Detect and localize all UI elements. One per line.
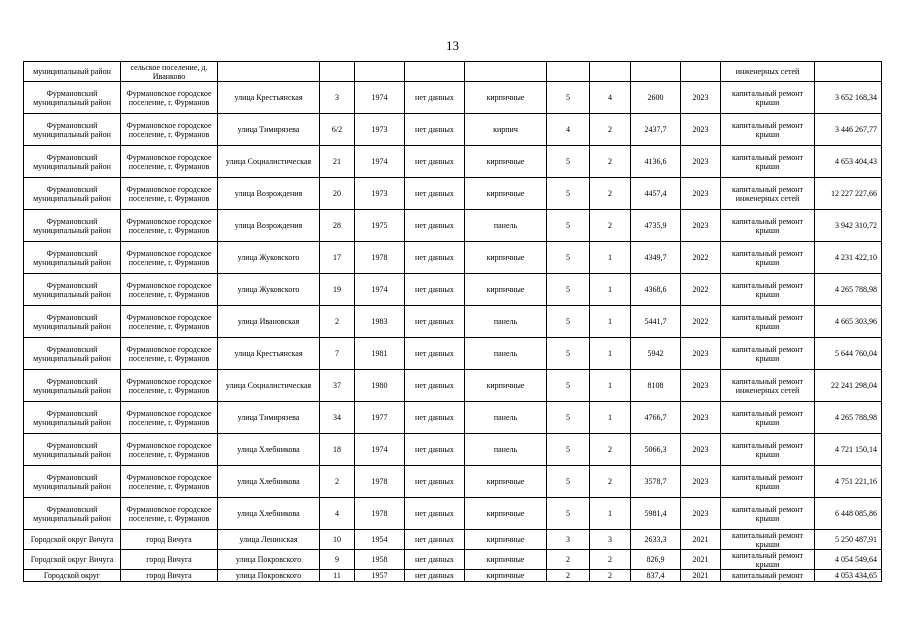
cell-plan-year: 2023 [681,178,721,210]
cell-house: 20 [320,178,355,210]
table-row [24,178,882,210]
cell-street: улица Крестьянская [218,82,320,114]
cell-plan-year: 2023 [681,210,721,242]
table-row [24,82,882,114]
cell-house: 11 [320,570,355,582]
cell-cost: 5 644 760,04 [815,338,882,370]
cell-street: улица Ивановская [218,306,320,338]
cell-work: капитальный ремонт крыши [721,242,815,274]
cell-district: Фурмановский муниципальный район [24,146,121,178]
cell-district: Фурмановский муниципальный район [24,82,121,114]
cell-work: капитальный ремонт инженерных сетей [721,178,815,210]
cell-floors: 3 [547,530,590,550]
cell-entrances: 1 [590,242,631,274]
cell-area: 4349,7 [631,242,681,274]
cell-entrances: 2 [590,570,631,582]
cell-street: улица Социалистическая [218,146,320,178]
cell-plan-year: 2023 [681,402,721,434]
cell-district: Фурмановский муниципальный район [24,242,121,274]
cell-overhaul-year: нет данных [405,402,465,434]
cell-year: 1978 [355,242,405,274]
cell-wall: кирпичные [465,498,547,530]
cell-house: 6/2 [320,114,355,146]
cell-wall: кирпичные [465,274,547,306]
cell-street: улица Ленинская [218,530,320,550]
cell-cost: 6 448 085,86 [815,498,882,530]
cell-plan-year: 2023 [681,370,721,402]
cell-area: 826,9 [631,550,681,570]
cell-year: 1978 [355,498,405,530]
cell-floors: 5 [547,402,590,434]
cell-plan-year: 2023 [681,498,721,530]
cell-year: 1977 [355,402,405,434]
cell-settlement: Фурмановское городское поселение, г. Фурманов [121,210,218,242]
cell-settlement: город Вичуга [121,550,218,570]
cell-overhaul-year: нет данных [405,530,465,550]
cell-floors: 5 [547,466,590,498]
cell-district: Фурмановский муниципальный район [24,338,121,370]
cell-area: 8108 [631,370,681,402]
cell-district: Фурмановский муниципальный район [24,274,121,306]
cell-year: 1983 [355,306,405,338]
cell-district: Городской округ Вичуга [24,530,121,550]
cell-area: 5066,3 [631,434,681,466]
cell-work: капитальный ремонт крыши [721,402,815,434]
cell-cost: 4 751 221,16 [815,466,882,498]
table-row [24,498,882,530]
cell-area: 2437,7 [631,114,681,146]
cell-house: 9 [320,550,355,570]
cell-overhaul-year: нет данных [405,82,465,114]
table-row [24,570,882,582]
cell-work: капитальный ремонт крыши [721,550,815,570]
table-row [24,62,882,82]
cell-area: 4457,4 [631,178,681,210]
cell-floors: 5 [547,434,590,466]
cell-settlement: город Вичуга [121,530,218,550]
cell-floors [547,62,590,82]
cell-year: 1974 [355,274,405,306]
cell-area: 5942 [631,338,681,370]
cell-settlement: Фурмановское городское поселение, г. Фурманов [121,402,218,434]
cell-settlement: Фурмановское городское поселение, г. Фурманов [121,434,218,466]
cell-cost: 4 265 788,98 [815,274,882,306]
cell-area: 837,4 [631,570,681,582]
cell-floors: 5 [547,498,590,530]
cell-cost: 4 653 404,43 [815,146,882,178]
cell-wall: кирпичные [465,530,547,550]
housing-repair-table [23,61,882,582]
cell-cost: 4 053 434,65 [815,570,882,582]
table-row [24,274,882,306]
cell-house: 7 [320,338,355,370]
cell-work: капитальный ремонт крыши [721,434,815,466]
cell-wall: кирпичные [465,370,547,402]
cell-year: 1975 [355,210,405,242]
cell-settlement: Фурмановское городское поселение, г. Фурманов [121,466,218,498]
cell-plan-year: 2023 [681,434,721,466]
cell-settlement: Фурмановское городское поселение, г. Фурманов [121,82,218,114]
cell-house: 17 [320,242,355,274]
cell-floors: 5 [547,146,590,178]
cell-wall: панель [465,402,547,434]
cell-overhaul-year: нет данных [405,306,465,338]
table-row [24,114,882,146]
cell-area: 4136,6 [631,146,681,178]
cell-settlement: Фурмановское городское поселение, г. Фурманов [121,274,218,306]
cell-area: 5441,7 [631,306,681,338]
cell-plan-year: 2023 [681,466,721,498]
cell-district: Городской округ Вичуга [24,550,121,570]
cell-wall: кирпичные [465,146,547,178]
cell-district: муниципальный район [24,62,121,82]
cell-entrances: 2 [590,146,631,178]
cell-plan-year: 2021 [681,550,721,570]
cell-wall: кирпичные [465,550,547,570]
cell-overhaul-year: нет данных [405,466,465,498]
cell-settlement: Фурмановское городское поселение, г. Фурманов [121,178,218,210]
cell-street: улица Хлебникова [218,498,320,530]
cell-overhaul-year: нет данных [405,338,465,370]
cell-work: капитальный ремонт крыши [721,338,815,370]
cell-floors: 5 [547,306,590,338]
cell-area: 4735,9 [631,210,681,242]
cell-settlement: Фурмановское городское поселение, г. Фурманов [121,338,218,370]
table-row [24,306,882,338]
cell-house: 34 [320,402,355,434]
cell-entrances: 2 [590,210,631,242]
cell-wall: кирпичные [465,178,547,210]
cell-house: 2 [320,466,355,498]
cell-floors: 5 [547,178,590,210]
cell-overhaul-year: нет данных [405,210,465,242]
cell-year: 1954 [355,530,405,550]
cell-district: Фурмановский муниципальный район [24,178,121,210]
cell-street: улица Хлебникова [218,466,320,498]
cell-house: 28 [320,210,355,242]
cell-year: 1973 [355,114,405,146]
cell-area: 2600 [631,82,681,114]
cell-entrances: 2 [590,434,631,466]
cell-house: 19 [320,274,355,306]
cell-cost: 4 231 422,10 [815,242,882,274]
cell-street: улица Социалистическая [218,370,320,402]
cell-area: 4368,6 [631,274,681,306]
cell-cost: 5 250 487,91 [815,530,882,550]
cell-plan-year: 2023 [681,82,721,114]
cell-plan-year: 2023 [681,146,721,178]
cell-floors: 2 [547,570,590,582]
cell-wall: панель [465,434,547,466]
cell-cost: 3 652 168,34 [815,82,882,114]
cell-overhaul-year: нет данных [405,178,465,210]
cell-plan-year [681,62,721,82]
cell-wall: панель [465,338,547,370]
cell-area [631,62,681,82]
table-row [24,338,882,370]
cell-work: капитальный ремонт крыши [721,306,815,338]
cell-plan-year: 2021 [681,530,721,550]
cell-wall [465,62,547,82]
cell-settlement: Фурмановское городское поселение, г. Фурманов [121,498,218,530]
cell-floors: 5 [547,82,590,114]
cell-house: 4 [320,498,355,530]
cell-floors: 5 [547,242,590,274]
cell-entrances: 2 [590,466,631,498]
cell-entrances: 1 [590,370,631,402]
cell-year: 1957 [355,570,405,582]
cell-work: капитальный ремонт крыши [721,82,815,114]
cell-overhaul-year: нет данных [405,570,465,582]
cell-district: Фурмановский муниципальный район [24,114,121,146]
cell-cost: 22 241 298,04 [815,370,882,402]
cell-year: 1981 [355,338,405,370]
cell-work: капитальный ремонт крыши [721,274,815,306]
cell-work: капитальный ремонт крыши [721,114,815,146]
cell-cost: 3 446 267,77 [815,114,882,146]
cell-overhaul-year: нет данных [405,114,465,146]
cell-street: улица Тимирязева [218,402,320,434]
cell-settlement: сельское поселение, д. Иванково [121,62,218,82]
cell-entrances: 4 [590,82,631,114]
cell-entrances: 2 [590,178,631,210]
cell-house: 37 [320,370,355,402]
cell-entrances: 2 [590,550,631,570]
cell-year: 1974 [355,434,405,466]
cell-entrances: 1 [590,498,631,530]
cell-street: улица Покровского [218,570,320,582]
cell-house: 2 [320,306,355,338]
cell-overhaul-year: нет данных [405,146,465,178]
table-row [24,370,882,402]
cell-area: 5981,4 [631,498,681,530]
cell-work: капитальный ремонт крыши [721,210,815,242]
cell-work: инженерных сетей [721,62,815,82]
cell-work: капитальный ремонт крыши [721,146,815,178]
cell-district: Фурмановский муниципальный район [24,466,121,498]
cell-cost [815,62,882,82]
cell-year [355,62,405,82]
cell-cost: 4 721 150,14 [815,434,882,466]
cell-entrances: 1 [590,274,631,306]
cell-entrances: 3 [590,530,631,550]
cell-year: 1958 [355,550,405,570]
cell-district: Фурмановский муниципальный район [24,402,121,434]
cell-street: улица Жуковского [218,242,320,274]
cell-wall: кирпичные [465,570,547,582]
cell-floors: 5 [547,338,590,370]
cell-floors: 4 [547,114,590,146]
cell-entrances: 2 [590,114,631,146]
table-row [24,434,882,466]
cell-area: 4766,7 [631,402,681,434]
cell-house: 3 [320,82,355,114]
cell-overhaul-year: нет данных [405,434,465,466]
cell-settlement: Фурмановское городское поселение, г. Фурманов [121,306,218,338]
cell-floors: 5 [547,274,590,306]
cell-district: Фурмановский муниципальный район [24,434,121,466]
cell-wall: кирпич [465,114,547,146]
cell-house: 10 [320,530,355,550]
cell-street: улица Крестьянская [218,338,320,370]
cell-overhaul-year [405,62,465,82]
cell-plan-year: 2023 [681,114,721,146]
cell-floors: 5 [547,210,590,242]
cell-entrances: 1 [590,402,631,434]
cell-street: улица Жуковского [218,274,320,306]
cell-house: 18 [320,434,355,466]
cell-street: улица Возрождения [218,178,320,210]
cell-settlement: город Вичуга [121,570,218,582]
cell-plan-year: 2022 [681,242,721,274]
cell-cost: 4 054 549,64 [815,550,882,570]
cell-plan-year: 2022 [681,306,721,338]
cell-work: капитальный ремонт крыши [721,498,815,530]
cell-work: капитальный ремонт крыши [721,530,815,550]
cell-wall: кирпичные [465,82,547,114]
cell-area: 3578,7 [631,466,681,498]
cell-work: капитальный ремонт [721,570,815,582]
cell-overhaul-year: нет данных [405,498,465,530]
cell-year: 1974 [355,146,405,178]
cell-plan-year: 2022 [681,274,721,306]
cell-house [320,62,355,82]
cell-plan-year: 2021 [681,570,721,582]
cell-year: 1974 [355,82,405,114]
cell-entrances [590,62,631,82]
cell-entrances: 1 [590,338,631,370]
table-row [24,210,882,242]
cell-street: улица Покровского [218,550,320,570]
cell-area: 2633,3 [631,530,681,550]
page-number: 13 [446,38,459,53]
table-row [24,530,882,550]
cell-settlement: Фурмановское городское поселение, г. Фурманов [121,146,218,178]
cell-overhaul-year: нет данных [405,550,465,570]
cell-overhaul-year: нет данных [405,242,465,274]
cell-street: улица Хлебникова [218,434,320,466]
cell-year: 1973 [355,178,405,210]
cell-cost: 3 942 310,72 [815,210,882,242]
cell-year: 1978 [355,466,405,498]
cell-district: Фурмановский муниципальный район [24,210,121,242]
cell-street: улица Тимирязева [218,114,320,146]
cell-wall: кирпичные [465,466,547,498]
cell-district: Городской округ [24,570,121,582]
cell-settlement: Фурмановское городское поселение, г. Фурманов [121,114,218,146]
cell-cost: 12 227 227,66 [815,178,882,210]
cell-wall: панель [465,306,547,338]
cell-house: 21 [320,146,355,178]
cell-floors: 5 [547,370,590,402]
cell-district: Фурмановский муниципальный район [24,370,121,402]
table-row [24,146,882,178]
cell-floors: 2 [547,550,590,570]
table-row [24,466,882,498]
cell-settlement: Фурмановское городское поселение, г. Фурманов [121,242,218,274]
table-row [24,402,882,434]
cell-street [218,62,320,82]
cell-street: улица Возрождения [218,210,320,242]
cell-settlement: Фурмановское городское поселение, г. Фурманов [121,370,218,402]
cell-cost: 4 665 303,96 [815,306,882,338]
cell-district: Фурмановский муниципальный район [24,498,121,530]
cell-plan-year: 2023 [681,338,721,370]
cell-entrances: 1 [590,306,631,338]
cell-work: капитальный ремонт инженерных сетей [721,370,815,402]
cell-overhaul-year: нет данных [405,274,465,306]
table-row [24,550,882,570]
table-row [24,242,882,274]
cell-work: капитальный ремонт крыши [721,466,815,498]
cell-year: 1980 [355,370,405,402]
cell-district: Фурмановский муниципальный район [24,306,121,338]
cell-wall: панель [465,210,547,242]
cell-wall: кирпичные [465,242,547,274]
cell-overhaul-year: нет данных [405,370,465,402]
cell-cost: 4 265 788,98 [815,402,882,434]
